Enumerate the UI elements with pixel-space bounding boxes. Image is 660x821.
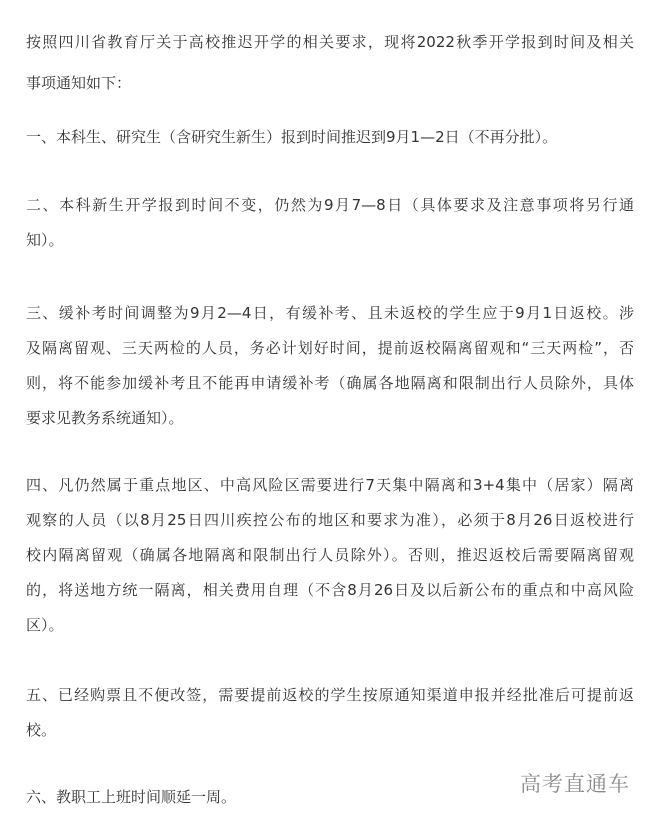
item-4-paragraph: [26, 468, 634, 643]
text-line: 校。: [26, 721, 57, 739]
intro-paragraph: [26, 22, 634, 104]
text-line: 事项通知如下：: [26, 74, 132, 92]
item-3-paragraph: [26, 296, 634, 436]
text-line: 观察的人员（以8月25日四川疾控公布的地区和要求为准），必须于8月26日返校进行: [26, 511, 634, 529]
text-line: 六、教职工上班时间顺延一周。: [26, 788, 237, 806]
text-line: 知）。: [26, 231, 64, 249]
text-line: 二、本科新生开学报到时间不变，仍然为9月7—8日（具体要求及注意事项将另行通: [26, 196, 634, 214]
text-line: 则，将不能参加缓补考且不能再申请缓补考（确属各地隔离和限制出行人员除外，具体: [26, 374, 634, 392]
text-line: 三、缓补考时间调整为9月2—4日，有缓补考、且未返校的学生应于9月1日返校。涉: [26, 304, 634, 322]
text-line: 五、已经购票且不便改签，需要提前返校的学生按原通知渠道申报并经批准后可提前返: [26, 686, 634, 704]
text-line: 按照四川省教育厅关于高校推迟开学的相关要求，现将2022秋季开学报到时间及相关: [26, 33, 634, 51]
text-line: 区）。: [26, 616, 64, 634]
text-line: 要求见教务系统通知）。: [26, 409, 184, 427]
text-line: 一、本科生、研究生（含研究生新生）报到时间推迟到9月1—2日（不再分批）。: [26, 128, 558, 146]
text-line: 及隔离留观、三天两检的人员，务必计划好时间，提前返校隔离留观和“三天两检”，否: [26, 339, 634, 357]
text-line: 四、凡仍然属于重点地区、中高风险区需要进行7天集中隔离和3+4集中（居家）隔离: [26, 476, 634, 494]
text-line: 校内隔离留观（确属各地隔离和限制出行人员除外）。否则，推迟返校后需要隔离留观: [26, 546, 634, 564]
item-1-paragraph: [26, 120, 634, 155]
item-5-paragraph: [26, 678, 634, 748]
item-2-paragraph: [26, 188, 634, 258]
watermark: 高考直通车: [520, 772, 630, 796]
text-line: 的，将送地方统一隔离，相关费用自理（不含8月26日及以后新公布的重点和中高风险: [26, 581, 634, 599]
